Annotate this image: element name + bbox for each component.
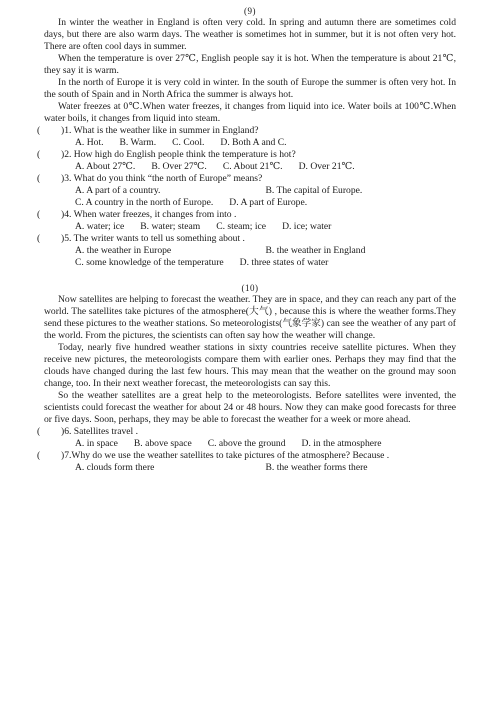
option[interactable]: A. clouds form there (75, 462, 155, 473)
option-list (75, 438, 456, 450)
option[interactable]: A. Hot. (75, 137, 104, 148)
question-stem: )6. Satellites travel . (61, 426, 138, 437)
answer-blank[interactable]: ( (37, 426, 41, 437)
option-list (75, 245, 456, 257)
question-item (37, 209, 456, 233)
passage-paragraph: Water freezes at 0℃.When water freezes, it changes from liquid into ice. Water boils at 100℃.When water boils, it changes from liquid into steam. (44, 101, 456, 124)
option[interactable]: D. Both A and C. (220, 137, 287, 148)
section-9-passage (44, 17, 456, 125)
question-item (37, 450, 456, 474)
passage-paragraph: Today, nearly five hundred weather stations in sixty countries receive satellite pictures. When they receive new pictures, the meteorologists compare them with earlier ones. Perhaps they may find that the clouds have changed during the last few hours. This may mean that the weather on the ground may soon change, too. In their next weather forecast, the meteorologists can say this. (44, 342, 456, 389)
option[interactable]: B. water; steam (140, 221, 201, 232)
answer-blank[interactable]: ( (37, 233, 41, 244)
section-9-label: (9) (244, 6, 256, 16)
option[interactable]: D. ice; water (282, 221, 332, 232)
question-item (37, 173, 456, 209)
option-list (75, 221, 456, 233)
option[interactable]: C. steam; ice (216, 221, 267, 232)
option[interactable]: D. in the atmosphere (301, 438, 382, 449)
passage-paragraph: So the weather satellites are a great help to the meteorologists. Before satellites were invented, the scientists could forecast the weather for about 24 or 48 hours. Now they can make good forecasts for three or five days. Soon, perhaps, they may be able to forecast the weather for a week or more ahead. (44, 390, 456, 425)
passage-paragraph: In the north of Europe it is very cold in winter. In the south of Europe the summer is often very hot. In the south of Spain and in North Africa the summer is always hot. (44, 77, 456, 100)
section-10-label: (10) (241, 283, 259, 293)
option[interactable]: B. above space (133, 438, 192, 449)
option[interactable]: B. Warm. (119, 137, 157, 148)
question-stem: )3. What do you think “the north of Europe” means? (61, 173, 263, 184)
option[interactable]: B. The capital of Europe. (265, 185, 363, 196)
answer-blank[interactable]: ( (37, 450, 41, 461)
answer-blank[interactable]: ( (37, 173, 41, 184)
option[interactable]: A. in space (75, 438, 118, 449)
section-10-questions (37, 426, 456, 474)
question-stem: )7.Why do we use the weather satellites to take pictures of the atmosphere? Because . (61, 450, 390, 461)
option[interactable]: D. Over 21℃. (298, 161, 355, 172)
passage-paragraph: Now satellites are helping to forecast the weather. They are in space, and they can reach any part of the world. The satellites take pictures of the atmosphere(大气) , because this is where the weather forms.They send these pictures to the weather stations. So meteorologists(气象学家) can see the weather of any part of the world. From the pictures, the scientists can often say how the weather will change. (44, 294, 456, 341)
question-item (37, 233, 456, 269)
section-9-questions (37, 125, 456, 269)
option[interactable]: B. the weather in England (265, 245, 366, 256)
option[interactable]: C. above the ground (207, 438, 286, 449)
answer-blank[interactable]: ( (37, 209, 41, 220)
section-10-passage (44, 294, 456, 426)
answer-blank[interactable]: ( (37, 125, 41, 136)
answer-blank[interactable]: ( (37, 149, 41, 160)
option[interactable]: A. About 27℃. (75, 161, 136, 172)
option[interactable]: C. About 21℃. (222, 161, 283, 172)
option[interactable]: C. some knowledge of the temperature (75, 257, 224, 268)
question-stem: )1. What is the weather like in summer in England? (61, 125, 259, 136)
option[interactable]: A. A part of a country. (75, 185, 161, 196)
question-item (37, 125, 456, 149)
option[interactable]: B. Over 27℃. (151, 161, 207, 172)
passage-paragraph: When the temperature is over 27℃, English people say it is hot. When the temperature is about 21℃, they say it is warm. (44, 53, 456, 76)
option[interactable]: C. A country in the north of Europe. (75, 197, 214, 208)
passage-paragraph: In winter the weather in England is often very cold. In spring and autumn there are sometimes cold days, but there are also warm days. The weather is sometimes hot in summer, but it is not often very hot. There are often cool days in summer. (44, 17, 456, 52)
option[interactable]: A. water; ice (75, 221, 125, 232)
option-list (75, 185, 456, 197)
option-list (75, 161, 456, 173)
option[interactable]: B. the weather forms there (265, 462, 368, 473)
option[interactable]: C. Cool. (172, 137, 205, 148)
option-list (75, 257, 456, 269)
option-list (75, 462, 456, 474)
question-stem: )5. The writer wants to tell us something about . (61, 233, 245, 244)
option-list (75, 197, 456, 209)
question-stem: )2. How high do English people think the temperature is hot? (61, 149, 296, 160)
option[interactable]: D. A part of Europe. (229, 197, 308, 208)
question-item (37, 426, 456, 450)
option[interactable]: D. three states of water (239, 257, 329, 268)
option[interactable]: A. the weather in Europe (75, 245, 172, 256)
question-stem: )4. When water freezes, it changes from into . (61, 209, 237, 220)
option-list (75, 137, 456, 149)
question-item (37, 149, 456, 173)
